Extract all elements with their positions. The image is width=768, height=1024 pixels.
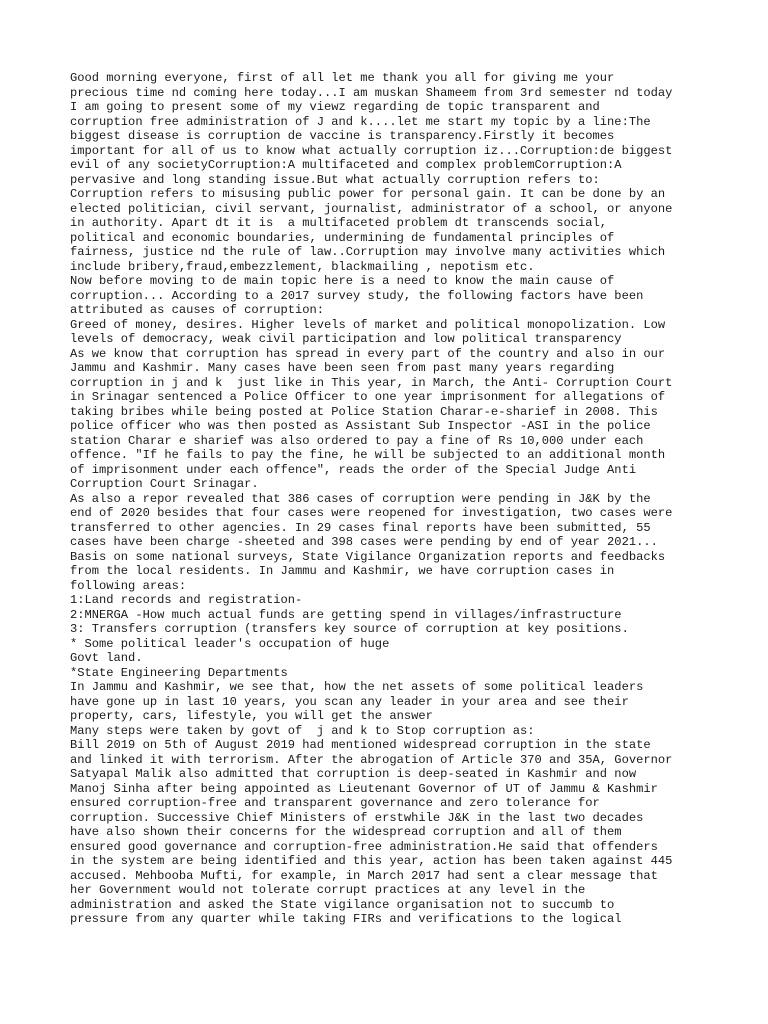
text-line: property, cars, lifestyle, you will get the answer	[70, 709, 433, 723]
text-line: fairness, justice nd the rule of law..Corruption may involve many activities which	[70, 245, 666, 259]
text-line: police officer who was then posted as Assistant Sub Inspector -ASI in the police	[70, 419, 651, 433]
text-line: accused. Mehbooba Mufti, for example, in March 2017 had sent a clear message that	[70, 868, 658, 883]
text-line: Now before moving to de main topic here is a need to know the main cause of	[70, 274, 615, 288]
text-line: from the local residents. In Jammu and Kashmir, we have corruption cases in	[70, 564, 615, 578]
text-line: Manoj Sinha after being appointed as Lieutenant Governor of UT of Jammu & Kashmir	[70, 781, 658, 796]
text-line: in the system are being identified and this year, action has been taken against 445	[70, 854, 673, 868]
text-line: Govt land.	[70, 651, 143, 665]
text-line: pressure from any quarter while taking FIRs and verifications to the logical	[70, 912, 622, 926]
text-line: Corruption Court Srinagar.	[70, 477, 259, 491]
text-line: Bill 2019 on 5th of August 2019 had mentioned widespread corruption in the state	[70, 738, 651, 752]
text-line: Corruption refers to misusing public power for personal gain. It can be done by an	[70, 187, 666, 201]
text-line: pervasive and long standing issue.But what actually corruption refers to:	[70, 172, 600, 187]
text-line: include bribery,fraud,embezzlement, blackmailing , nepotism etc.	[70, 259, 535, 274]
text-line: following areas:	[70, 578, 187, 593]
text-line: corruption in j and k just like in This year, in March, the Anti- Corruption Court	[70, 375, 673, 390]
text-line: levels of democracy, weak civil participation and low political transparency	[70, 332, 622, 346]
text-line: administration and asked the State vigilance organisation not to succumb to	[70, 897, 615, 912]
text-line: station Charar e sharief was also ordered to pay a fine of Rs 10,000 under each	[70, 433, 644, 448]
text-line: political and economic boundaries, undermining de fundamental principles of	[70, 230, 615, 245]
text-line: evil of any societyCorruption:A multifaceted and complex problemCorruption:A	[70, 158, 622, 172]
text-line: 1:Land records and registration-	[70, 593, 303, 607]
text-line: I am going to present some of my viewz regarding de topic transparent and	[70, 100, 600, 114]
text-line: cases have been charge -sheeted and 398 cases were pending by end of year 2021...	[70, 535, 658, 549]
text-line: * Some political leader's occupation of huge	[70, 636, 390, 651]
document-page	[70, 71, 710, 927]
text-line: offence. "If he fails to pay the fine, he will be subjected to an additional month	[70, 448, 666, 462]
text-line: Many steps were taken by govt of j and k to Stop corruption as:	[70, 723, 535, 738]
text-line: have also shown their concerns for the widespread corruption and all of them	[70, 825, 622, 839]
text-line: As also a repor revealed that 386 cases of corruption were pending in J&K by the	[70, 491, 651, 506]
text-line: As we know that corruption has spread in every part of the country and also in our	[70, 346, 666, 361]
text-line: ensured good governance and corruption-free administration.He said that offenders	[70, 839, 658, 854]
text-line: attributed as causes of corruption:	[70, 303, 325, 317]
text-line: Greed of money, desires. Higher levels of market and political monopolization. Low	[70, 317, 666, 332]
text-line: in authority. Apart dt it is a multifaceted problem dt transcends social,	[70, 216, 608, 230]
text-line: important for all of us to know what actually corruption iz...Corruption:de biggest	[70, 143, 673, 158]
text-line: 2:MNERGA -How much actual funds are getting spend in villages/infrastructure	[70, 607, 622, 622]
text-line: transferred to other agencies. In 29 cases final reports have been submitted, 55	[70, 520, 651, 535]
text-line: end of 2020 besides that four cases were reopened for investigation, two cases were	[70, 506, 673, 520]
text-line: corruption. Successive Chief Ministers of erstwhile J&K in the last two decades	[70, 810, 644, 825]
text-line: her Government would not tolerate corrupt practices at any level in the	[70, 883, 586, 897]
text-line: of imprisonment under each offence", reads the order of the Special Judge Anti	[70, 462, 637, 477]
text-line: *State Engineering Departments	[70, 665, 288, 680]
text-line: 3: Transfers corruption (transfers key source of corruption at key positions.	[70, 622, 629, 636]
text-line: Jammu and Kashmir. Many cases have been seen from past many years regarding	[70, 361, 615, 375]
text-line: In Jammu and Kashmir, we see that, how the net assets of some political leaders	[70, 680, 644, 694]
text-line: have gone up in last 10 years, you scan any leader in your area and see their	[70, 694, 629, 709]
text-line: corruption free administration of J and k....let me start my topic by a line:The	[70, 114, 651, 129]
text-line: ensured corruption-free and transparent governance and zero tolerance for	[70, 796, 600, 810]
text-line: precious time nd coming here today...I am muskan Shameem from 3rd semester nd today	[70, 85, 673, 100]
text-line: elected politician, civil servant, journalist, administrator of a school, or anyone	[70, 201, 673, 216]
text-line: taking bribes while being posted at Police Station Charar-e-sharief in 2008. This	[70, 404, 658, 419]
text-line: in Srinagar sentenced a Police Officer to one year imprisonment for allegations of	[70, 390, 666, 404]
text-line: and linked it with terrorism. After the abrogation of Article 370 and 35A, Governor	[70, 752, 673, 767]
text-line: Satyapal Malik also admitted that corruption is deep-seated in Kashmir and now	[70, 767, 637, 781]
text-line: Basis on some national surveys, State Vigilance Organization reports and feedbacks	[70, 549, 666, 564]
text-line: corruption... According to a 2017 survey study, the following factors have been	[70, 288, 644, 303]
text-line: Good morning everyone, first of all let me thank you all for giving me your	[70, 71, 615, 85]
text-line: biggest disease is corruption de vaccine is transparency.Firstly it becomes	[70, 129, 615, 143]
